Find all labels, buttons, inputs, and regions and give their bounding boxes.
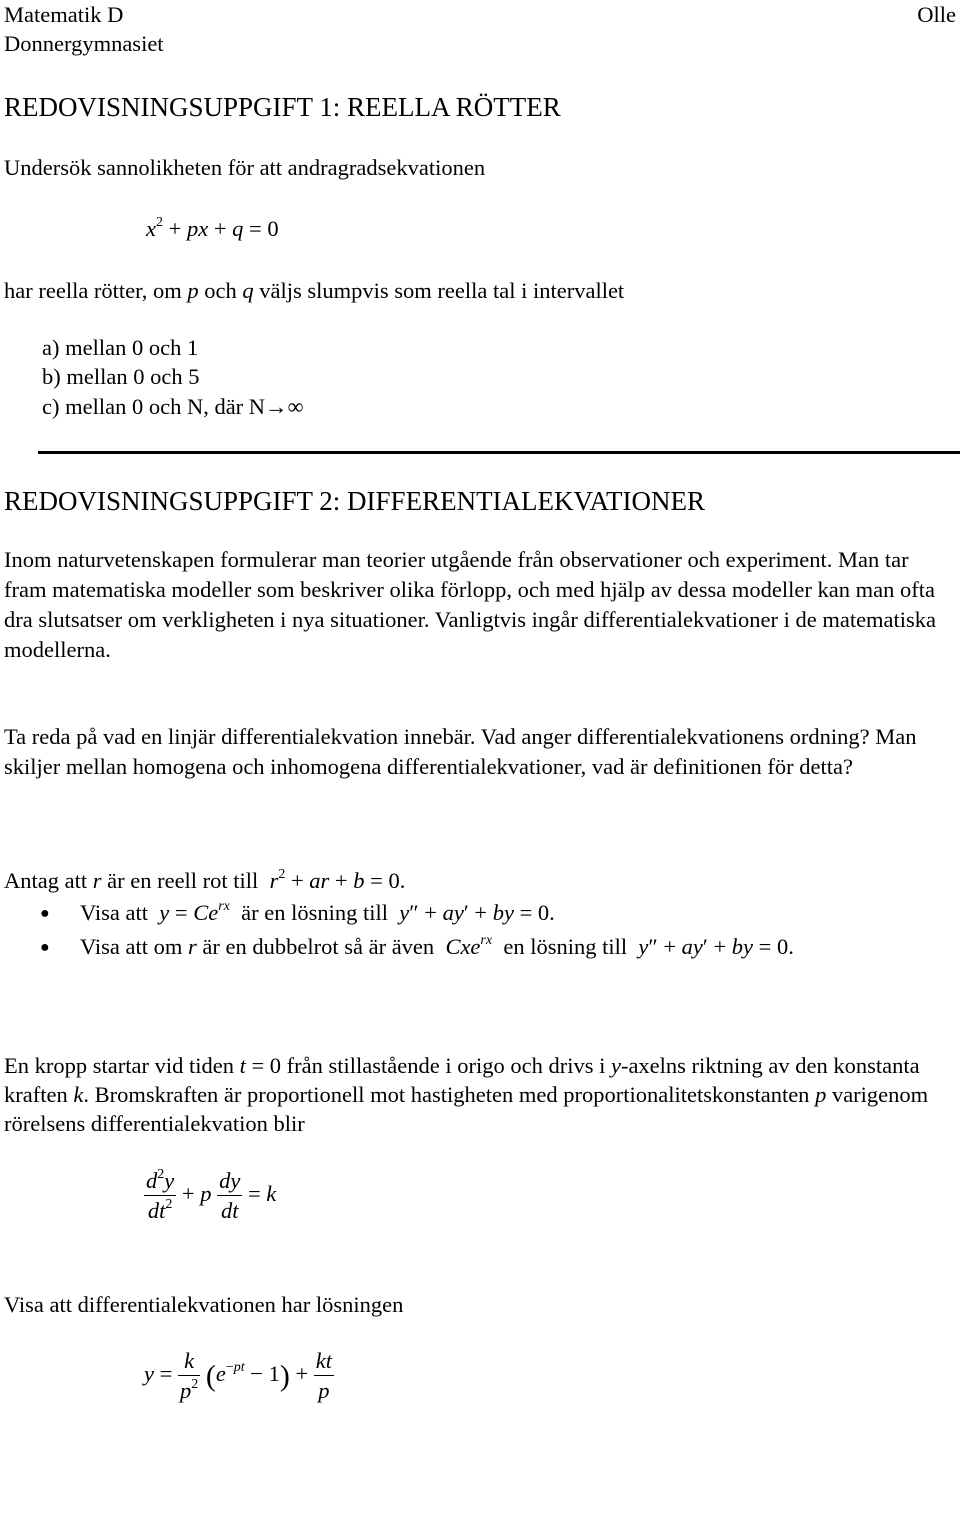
task2-paragraph-2: Ta reda på vad en linjär differentialekvation innebär. Vad anger differentialekvationens ordning? Man skiljer mellan homogena och inhomogena differentialekvationer, vad är definitionen för detta? [4,724,917,779]
school-name: Donnergymnasiet [4,31,164,56]
bullet-2-text: Visa att om r är en dubbelrot så är även Cxe$^{rx}$ en lösning till y″ + ay′ + by = 0. [80,933,794,959]
condition-text-a: har reella rötter, om [4,278,188,303]
show-solution-text: Visa att differentialekvationen har lösningen [4,1292,404,1317]
var-p: p [187,278,199,303]
var-q: q [242,278,254,303]
solution-equation: y = $\frac{k}{p^2}$ $(e^{-pt} - 1)$ + $\frac{kt}{p}$ [144,1346,334,1406]
section-divider [38,451,960,454]
quadratic-equation: $x^2$ + px + q = 0 [146,215,279,241]
bullet-1-icon: ● [40,905,50,922]
interval-item-c: c) mellan 0 och N, där N→∞ [42,394,304,419]
interval-item-a: a) mellan 0 och 1 [42,335,199,360]
author-name: Olle [917,2,956,27]
ode-equation: $\frac{d^2y}{dt^2}$ + p $\frac{dy}{dt}$ = k [144,1166,276,1226]
bullet-1-text: Visa att $y = Ce^{rx}$ är en lösning till y″ + ay′ + by = 0. [80,899,555,925]
course-name: Matematik D [4,2,124,27]
condition-text-b: och [198,278,243,303]
task1-condition [4,276,624,305]
condition-text-c: väljs slumpvis som reella tal i intervallet [253,278,625,303]
bullet-2-icon: ● [40,939,50,956]
task1-intro: Undersök sannolikheten för att andragradsekvationen [4,155,486,180]
task2-paragraph-1: Inom naturvetenskapen formulerar man teorier utgående från observationer och experiment. Man tar fram matematiska modeller som beskriver olika förlopp, och med hjälp av dessa modeller kan man ofta dra slutsatser om verkligheten i nya situationer. Vanligtvis ingår differentialekvationer i de matematiska modellerna. [4,547,937,662]
task2-paragraph-3: En kropp startar vid tiden t = 0 från stillastående i origo och drivs i y-axelns riktning av den konstanta kraften k. Bromskraften är proportionell mot hastigheten med proportionalitetskonstanten p varigenom rörelsens differentialekvation blir [4,1053,934,1136]
task2-title: REDOVISNINGSUPPGIFT 2: DIFFERENTIALEKVATIONER [4,486,706,516]
task1-title: REDOVISNINGSUPPGIFT 1: REELLA RÖTTER [4,92,561,122]
interval-item-b: b) mellan 0 och 5 [42,364,200,389]
assume-line: Antag att r är en reell rot till $r^2$ + ar + b = 0. [4,867,406,893]
